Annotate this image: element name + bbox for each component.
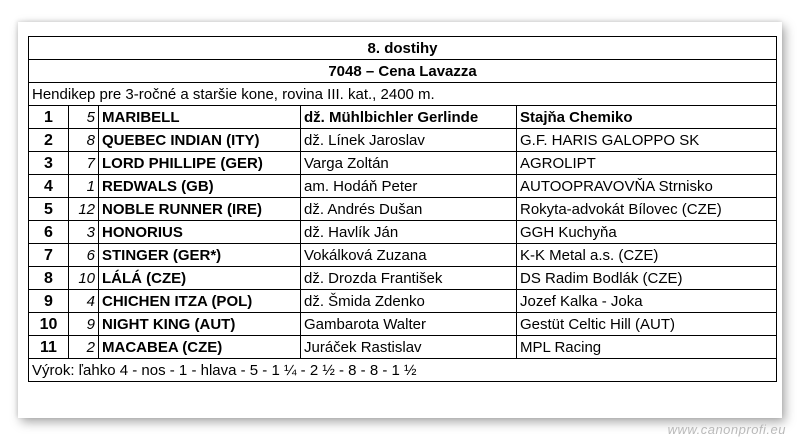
table-row [29,313,777,336]
finish-position: 4 [29,175,69,198]
finish-position: 10 [29,313,69,336]
race-conditions: Hendikep pre 3-ročné a staršie kone, rovina III. kat., 2400 m. [29,83,777,106]
owner-name: Jozef Kalka - Joka [517,290,777,313]
horse-number: 4 [69,290,99,313]
finish-position: 6 [29,221,69,244]
race-title: 8. dostihy [29,37,777,60]
table-row [29,152,777,175]
finish-margins: Výrok: ľahko 4 - nos - 1 - hlava - 5 - 1 ¼ - 2 ½ - 8 - 8 - 1 ½ [29,359,777,382]
owner-name: AUTOOPRAVOVŇA Strnisko [517,175,777,198]
race-name: 7048 – Cena Lavazza [29,60,777,83]
jockey-name: Gambarota Walter [301,313,517,336]
table-row [29,175,777,198]
finish-position: 3 [29,152,69,175]
table-row [29,359,777,382]
table-row [29,221,777,244]
table-row [29,106,777,129]
finish-position: 7 [29,244,69,267]
horse-number: 10 [69,267,99,290]
jockey-name: Varga Zoltán [301,152,517,175]
horse-number: 6 [69,244,99,267]
race-results-table [28,36,777,382]
horse-name: MACABEA (CZE) [99,336,301,359]
horse-number: 5 [69,106,99,129]
owner-name: Gestüt Celtic Hill (AUT) [517,313,777,336]
horse-number: 2 [69,336,99,359]
table-row [29,129,777,152]
jockey-name: dž. Mühlbichler Gerlinde [301,106,517,129]
table-row [29,290,777,313]
table-row [29,244,777,267]
horse-number: 12 [69,198,99,221]
owner-name: G.F. HARIS GALOPPO SK [517,129,777,152]
horse-name: LORD PHILLIPE (GER) [99,152,301,175]
owner-name: Rokyta-advokát Bílovec (CZE) [517,198,777,221]
finish-position: 5 [29,198,69,221]
finish-position: 2 [29,129,69,152]
owner-name: GGH Kuchyňa [517,221,777,244]
table-row [29,336,777,359]
table-row [29,198,777,221]
finish-position: 11 [29,336,69,359]
jockey-name: dž. Šmida Zdenko [301,290,517,313]
horse-name: NIGHT KING (AUT) [99,313,301,336]
horse-name: NOBLE RUNNER (IRE) [99,198,301,221]
finish-position: 1 [29,106,69,129]
horse-name: HONORIUS [99,221,301,244]
horse-name: STINGER (GER*) [99,244,301,267]
horse-number: 9 [69,313,99,336]
jockey-name: dž. Andrés Dušan [301,198,517,221]
jockey-name: dž. Línek Jaroslav [301,129,517,152]
jockey-name: dž. Drozda František [301,267,517,290]
finish-position: 9 [29,290,69,313]
jockey-name: dž. Havlík Ján [301,221,517,244]
jockey-name: Juráček Rastislav [301,336,517,359]
horse-number: 3 [69,221,99,244]
owner-name: Stajňa Chemiko [517,106,777,129]
horse-name: LÁLÁ (CZE) [99,267,301,290]
owner-name: MPL Racing [517,336,777,359]
horse-number: 8 [69,129,99,152]
owner-name: DS Radim Bodlák (CZE) [517,267,777,290]
table-row [29,267,777,290]
finish-position: 8 [29,267,69,290]
jockey-name: am. Hodáň Peter [301,175,517,198]
horse-number: 1 [69,175,99,198]
jockey-name: Vokálková Zuzana [301,244,517,267]
owner-name: K-K Metal a.s. (CZE) [517,244,777,267]
horse-name: MARIBELL [99,106,301,129]
horse-number: 7 [69,152,99,175]
owner-name: AGROLIPT [517,152,777,175]
watermark: www.canonprofi.eu [667,422,786,437]
horse-name: CHICHEN ITZA (POL) [99,290,301,313]
horse-name: QUEBEC INDIAN (ITY) [99,129,301,152]
horse-name: REDWALS (GB) [99,175,301,198]
